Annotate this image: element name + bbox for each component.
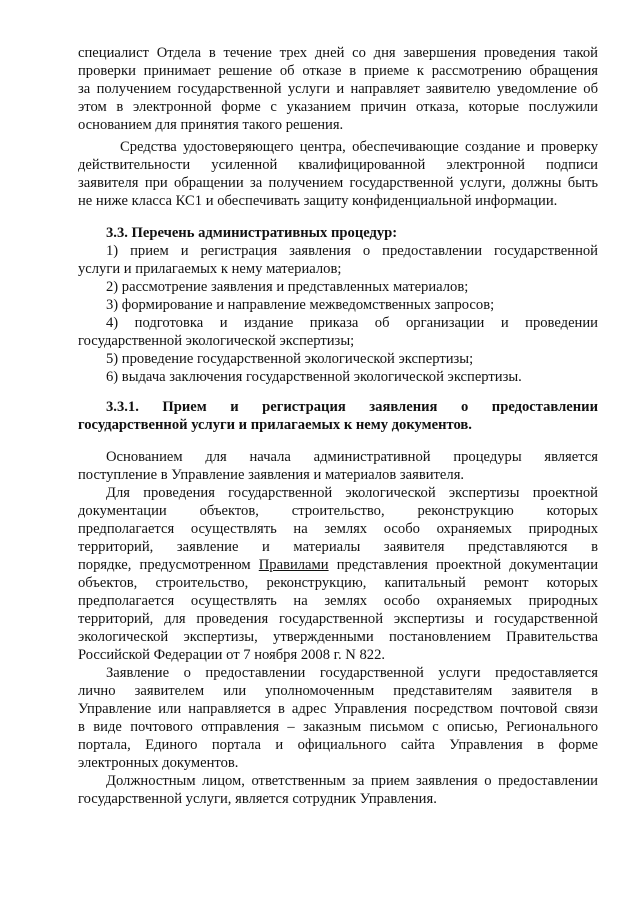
text-line: 3) формирование и направление межведомственных запросов; [106,297,495,313]
text-line: основанием для принятия такого решения. [78,117,344,133]
text-line: портала, Единого портала и официального сайта Управления в форме [78,737,598,753]
text-line: 4) подготовка и издание приказа об организации и проведении [106,315,598,331]
text-line: 6) выдача заключения государственной экологической экспертизы. [106,369,522,385]
text-line: лично заявителем или уполномоченным представителям заявителя в [78,683,598,699]
text-line: предполагается осуществлять на землях особо охраняемых природных [78,521,598,537]
text-line: экологической экспертизы, утвержденными постановлением Правительства [78,629,598,645]
text-line: проверки принимает решение об отказе в приеме к рассмотрению обращения [78,63,598,79]
text-line: услуги и прилагаемых к нему материалов; [78,261,342,277]
text-line: Должностным лицом, ответственным за прием заявления о предоставлении [106,773,598,789]
text-line: Основанием для начала административной процедуры является [106,449,598,465]
text-line: Управление или направляется в адрес Управления посредством почтовой связи [78,701,598,717]
text-line: государственной услуги и прилагаемых к нему документов. [78,417,472,433]
text-line: государственной услуги, является сотрудник Управления. [78,791,437,807]
text-line: 3.3.1. Прием и регистрация заявления о предоставлении [106,399,598,415]
text-line: порядке, предусмотренном Правилами представления проектной документации [78,557,599,573]
text-line: специалист Отдела в течение трех дней со дня завершения проведения такой [78,45,598,61]
text-line: в виде почтового отправления – заказным письмом с описью, Регионального [78,719,598,735]
text-line: объектов, строительство, реконструкцию, капитальный ремонт которых [78,575,598,591]
text-line: Заявление о предоставлении государственной услуги предоставляется [106,665,598,681]
text-line: заявителя при обращении за получением государственной услуги, должны быть [78,175,598,191]
text-line: 3.3. Перечень административных процедур: [106,225,398,241]
text-line: электронных документов. [78,755,239,771]
text-line: 5) проведение государственной экологической экспертизы; [106,351,474,367]
text-line: за получением государственной услуги и направляет заявителю уведомление об [78,81,598,97]
text-line: Для проведения государственной экологической экспертизы проектной [106,485,598,501]
text-line: не ниже класса КС1 и обеспечивать защиту конфиденциальной информации. [78,193,558,209]
text-line: Российской Федерации от 7 ноября 2008 г. N 822. [78,647,386,663]
text-line: этом в электронной форме с указанием причин отказа, которые послужили [78,99,598,115]
text-line: Средства удостоверяющего центра, обеспечивающие создание и проверку [120,139,598,155]
text-line: государственной экологической экспертизы; [78,333,355,349]
text-line: документации объектов, строительство, реконструкцию которых [78,503,598,519]
text-line: территорий, заявление и материалы заявителя представляются в [78,539,598,555]
text-line: поступление в Управление заявления и материалов заявителя. [78,467,465,483]
text-line: предполагается осуществлять на землях особо охраняемых природных [78,593,598,609]
text-line: действительности усиленной квалифицированной электронной подписи [78,157,598,173]
text-line: 2) рассмотрение заявления и представленных материалов; [106,279,469,295]
text-line: территорий, для проведения государственной экспертизы и государственной [78,611,598,627]
text-line: 1) прием и регистрация заявления о предоставлении государственной [106,243,598,259]
link-pravila[interactable]: Правилами [258,557,329,573]
